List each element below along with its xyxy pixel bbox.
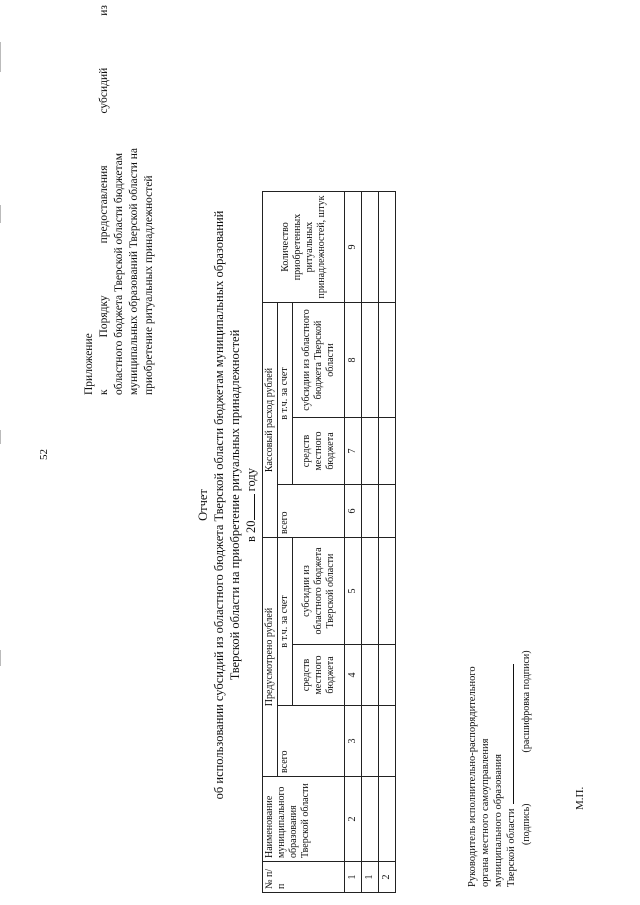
header-regional: субсидии из областного бюджета Тверской области	[293, 303, 345, 418]
signature-line	[505, 327, 518, 887]
header-total: всего	[278, 485, 345, 538]
signature-region: Тверской области	[506, 808, 517, 887]
col-number: 5	[345, 538, 362, 645]
year-prefix: в 20	[244, 520, 258, 542]
signature-line: органа местного самоуправления	[480, 738, 491, 887]
table-cell	[362, 645, 379, 706]
col-number: 7	[345, 418, 362, 485]
header-regional: субсидии из областного бюджета Тверской области	[293, 538, 345, 645]
header-qty: Количество приобретенных ритуальных принадлежностей, штук	[263, 192, 345, 303]
appendix-word: Порядку	[98, 295, 110, 338]
page-number: 52	[38, 449, 50, 460]
appendix-line	[97, 5, 112, 395]
header-including: в т.ч. за счет	[278, 303, 293, 485]
header-cash: Кассовый расход рублей	[263, 303, 278, 538]
row-number: 2	[379, 862, 396, 893]
report-year	[243, 195, 259, 815]
signature-block	[466, 327, 518, 887]
decode-caption: (расшифровка подписи)	[521, 650, 532, 753]
table-cell	[362, 538, 379, 645]
table-cell	[379, 485, 396, 538]
signature-blank	[513, 664, 514, 804]
header-row	[263, 192, 278, 893]
appendix-block	[82, 5, 157, 395]
table-cell	[362, 706, 379, 777]
table-row	[379, 192, 396, 893]
report-table	[262, 191, 396, 893]
col-number: 9	[345, 192, 362, 303]
table-cell	[379, 192, 396, 303]
col-number: 1	[345, 862, 362, 893]
report-subtitle: Тверской области на приобретение ритуальных принадлежностей	[228, 329, 242, 681]
header-local: средств местного бюджета	[293, 645, 345, 706]
col-number: 8	[345, 303, 362, 418]
header-num: № п/п	[263, 862, 345, 893]
appendix-word: из	[98, 5, 110, 16]
signature-captions	[521, 650, 532, 845]
table-cell	[379, 777, 396, 862]
header-planned: Предусмотрено рублей	[263, 538, 278, 777]
signature-line: Руководитель исполнительно-распорядительного	[467, 666, 478, 887]
table-cell	[362, 418, 379, 485]
table-cell	[379, 706, 396, 777]
sign-caption: (подпись)	[521, 803, 532, 845]
appendix-word: предоставления	[98, 165, 110, 244]
appendix-word: субсидий	[98, 67, 110, 114]
col-number: 2	[345, 777, 362, 862]
table-cell	[379, 418, 396, 485]
col-number: 6	[345, 485, 362, 538]
table-cell	[362, 485, 379, 538]
table-cell	[362, 777, 379, 862]
year-suffix: году	[244, 468, 258, 492]
header-name: Наименование муниципального образования Тверской области	[263, 777, 345, 862]
table-cell	[362, 303, 379, 418]
header-total: всего	[278, 706, 345, 777]
signature-line: муниципального образования	[493, 754, 504, 887]
col-number: 3	[345, 706, 362, 777]
header-including: в т.ч. за счет	[278, 538, 293, 706]
year-blank	[254, 494, 255, 520]
table-cell	[379, 645, 396, 706]
table-cell	[379, 303, 396, 418]
row-number: 1	[362, 862, 379, 893]
report-heading	[195, 195, 259, 815]
col-number: 4	[345, 645, 362, 706]
column-number-row	[345, 192, 362, 893]
report-subtitle: об использовании субсидий из областного бюджета Тверской области бюджетам муниципальных образований	[212, 210, 226, 800]
appendix-line: муниципальных образований Тверской области на	[128, 147, 140, 395]
table-cell	[379, 538, 396, 645]
appendix-title: Приложение	[83, 333, 95, 395]
table-cell	[362, 192, 379, 303]
stamp-place: М.П.	[574, 786, 586, 810]
appendix-line: областного бюджета Тверской области бюджетам	[113, 152, 125, 395]
table-row	[362, 192, 379, 893]
appendix-word: к	[98, 389, 110, 395]
report-title: Отчет	[196, 489, 210, 521]
appendix-line: приобретение ритуальных принадлежностей	[143, 175, 155, 395]
header-local: средств местного бюджета	[293, 418, 345, 485]
